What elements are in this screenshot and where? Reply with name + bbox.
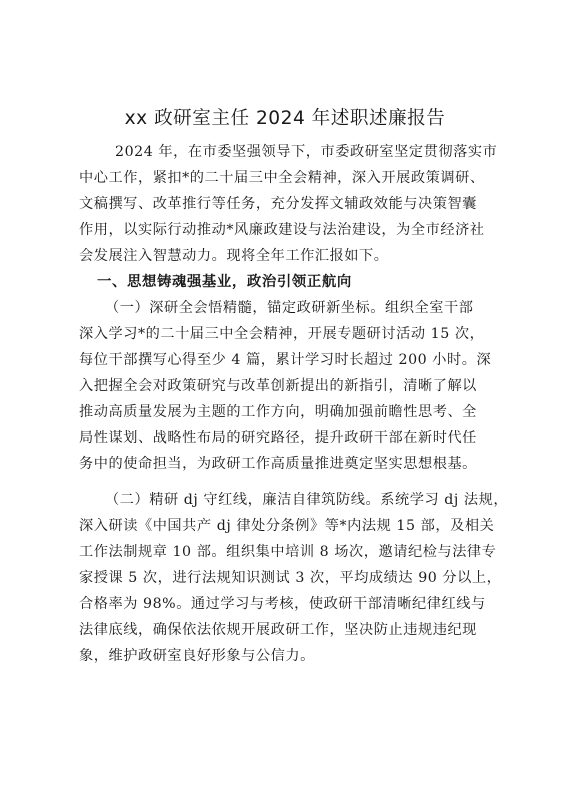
paragraph-line: 局性谋划、战略性布局的研究路径，提升政研干部在新时代任 — [79, 430, 477, 446]
paragraph-line: 工作法制规章 10 部。组织集中培训 8 场次，邀请纪检与法律专 — [79, 544, 497, 560]
paragraph-line: 象，维护政研室良好形象与公信力。 — [79, 648, 315, 664]
paragraph-line: 合格率为 98%。通过学习与考核，使政研干部清晰纪律红线与 — [79, 596, 486, 612]
paragraph-line: 法律底线，确保依法依规开展政研工作，坚决防止违规违纪现 — [79, 622, 477, 638]
paragraph-line: 深入学习*的二十届三中全会精神，开展专题研讨活动 15 次， — [79, 326, 485, 342]
intro-line: 文稿撰写、改革推行等任务，充分发挥文辅政效能与决策智囊 — [79, 196, 477, 212]
section-heading: 一、思想铸魂强基业，政治引领正航向 — [97, 274, 352, 290]
paragraph-line: （二）精研 dj 守红线，廉洁自律筑防线。系统学习 dj 法规， — [105, 492, 509, 508]
paragraph-line: （一）深研全会悟精髓，锚定政研新坐标。组织全室干部 — [105, 300, 474, 316]
paragraph-line: 每位干部撰写心得至少 4 篇，累计学习时长超过 200 小时。深 — [79, 352, 492, 368]
paragraph-line: 入把握全会对政策研究与改革创新提出的新指引，清晰了解以 — [79, 378, 477, 394]
document-title: xx 政研室主任 2024 年述职述廉报告 — [124, 108, 446, 129]
paragraph-line: 推动高质量发展为主题的工作方向，明确加强前瞻性思考、全 — [79, 404, 477, 420]
intro-line: 2024 年，在市委坚强领导下，市委政研室坚定贯彻落实市 — [115, 144, 498, 160]
paragraph-line: 务中的使命担当，为政研工作高质量推进奠定坚实思想根基。 — [79, 456, 477, 472]
intro-line: 中心工作，紧扣*的二十届三中全会精神，深入开展政策调研、 — [79, 170, 485, 186]
paragraph-line: 深入研读《中国共产 dj 律处分条例》等*内法规 15 部，及相关 — [79, 518, 495, 534]
paragraph-line: 家授课 5 次，进行法规知识测试 3 次，平均成绩达 90 分以上， — [79, 570, 502, 586]
intro-line: 作用，以实际行动推动*风廉政建设与法治建设，为全市经济社 — [79, 222, 485, 238]
intro-line: 会发展注入智慧动力。现将全年工作汇报如下。 — [79, 248, 389, 264]
